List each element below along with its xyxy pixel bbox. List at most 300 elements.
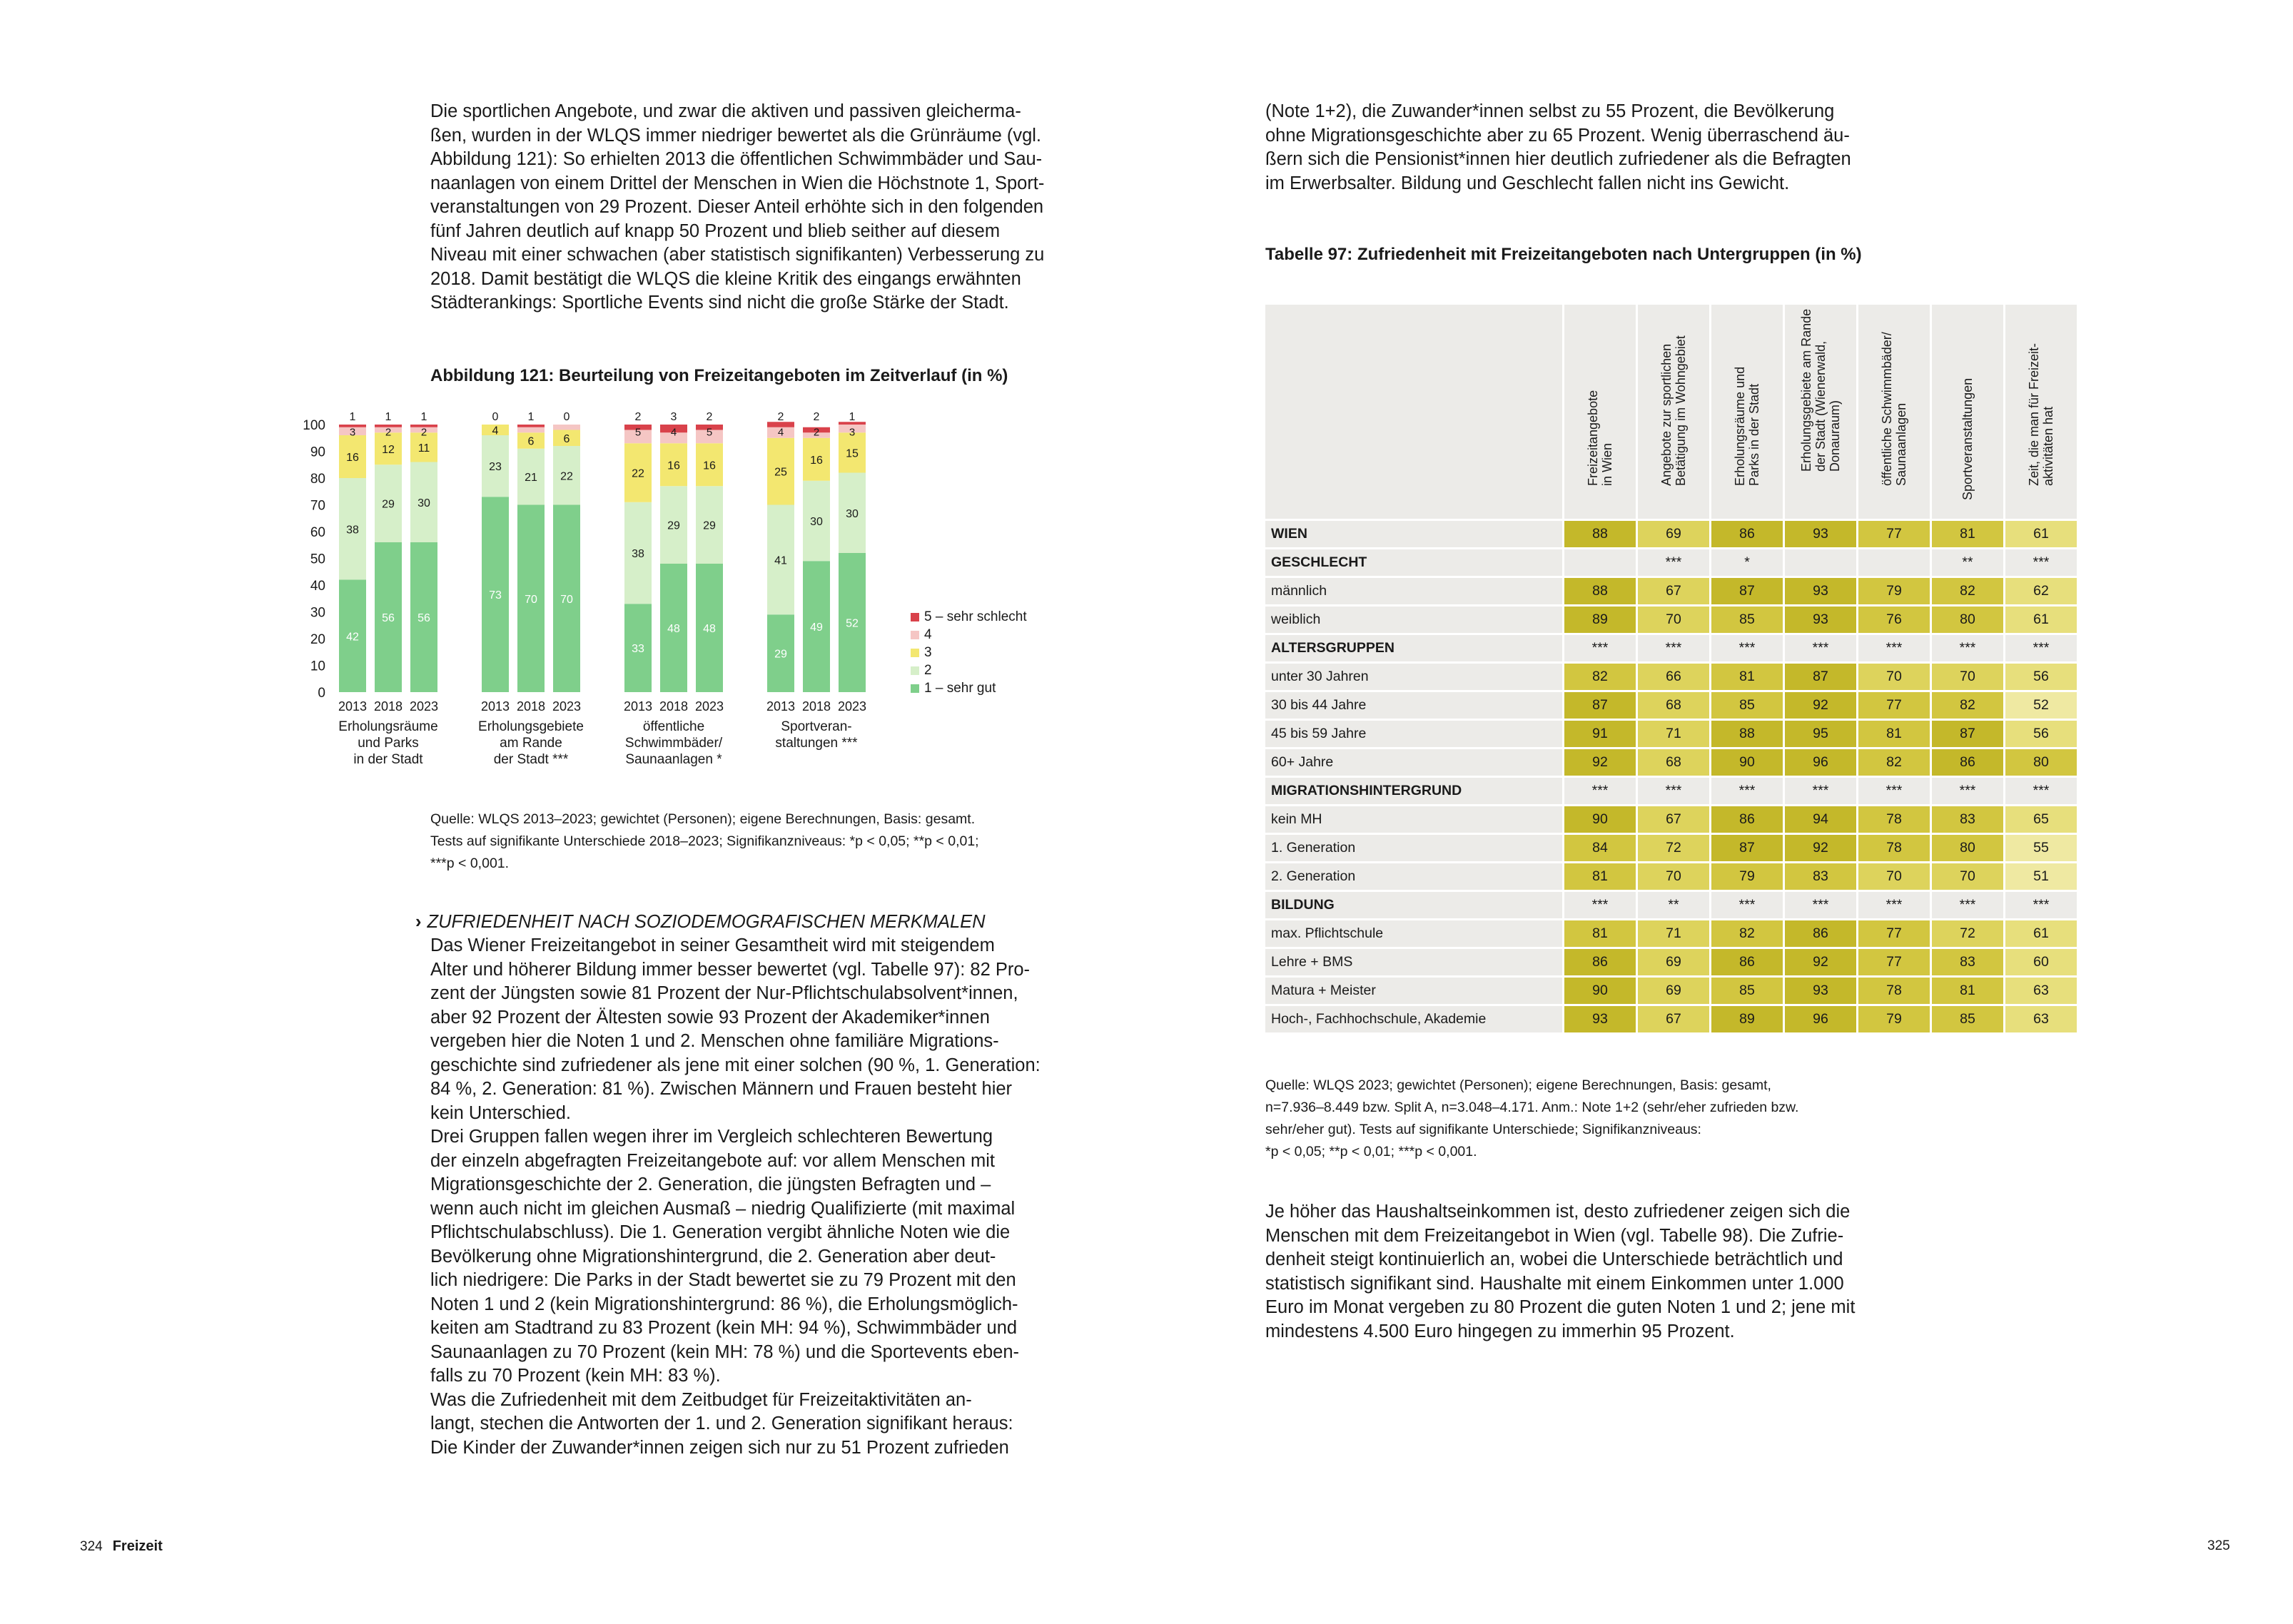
data-label: 5 (706, 426, 713, 439)
legend-swatch (911, 649, 919, 657)
group-label: WIEN (1265, 521, 1562, 547)
data-label: 1 (349, 411, 356, 423)
section-heading-text: ZUFRIEDENHEIT NACH SOZIODEMOGRAFISCHEN MERKMALEN (427, 912, 986, 932)
group-label-line: staltungen *** (775, 736, 858, 751)
table-cell: 68 (1638, 692, 1709, 719)
y-tick-label: 50 (310, 552, 325, 567)
table-row (1265, 578, 2077, 604)
table-cell: 82 (1564, 664, 1636, 690)
data-label: 30 (810, 516, 823, 528)
table-cell: 80 (2005, 749, 2077, 776)
table-cell: 61 (2005, 521, 2077, 547)
table-cell: 87 (1564, 692, 1636, 719)
row-label: 30 bis 44 Jahre (1265, 692, 1562, 719)
table-source: Quelle: WLQS 2023; gewichtet (Personen); eigene Berechnungen, Basis: gesamt, n=7.936–8.449 bzw. Split A, n=3.048–4.171. Anm.: Note 1+2 (sehr/eher zufrieden bzw. sehr/eher gut). Tests auf signifikante Unterschiede; Signifikanzniveaus: *p < 0,05; **p < 0,01; ***p < 0,001. (1265, 1077, 1799, 1159)
table-cell: 63 (2005, 978, 2077, 1004)
data-label: 16 (667, 460, 680, 472)
x-tick-label: 2013 (623, 699, 653, 714)
table-row (1265, 949, 2077, 975)
data-label: 2 (813, 426, 820, 439)
y-tick-label: 20 (310, 632, 325, 647)
column-header (1932, 305, 2003, 519)
table-cell: 81 (1564, 863, 1636, 890)
table-cell: *** (1785, 778, 1856, 804)
x-tick-label: 2013 (766, 699, 796, 714)
table-cell (1785, 549, 1856, 576)
figure-title: Abbildung 121: Beurteilung von Freizeitangeboten im Zeitverlauf (in %) (430, 366, 1008, 385)
data-label: 22 (632, 467, 644, 480)
data-label: 16 (810, 454, 823, 467)
table-row (1265, 607, 2077, 633)
y-tick-label: 90 (310, 445, 325, 460)
table-row (1265, 863, 2077, 890)
data-label: 4 (777, 426, 784, 439)
column-header (2005, 305, 2077, 519)
table-cell: 86 (1564, 949, 1636, 975)
table-cell: 56 (2005, 721, 2077, 747)
table-cell: 89 (1564, 607, 1636, 633)
bar-segment (517, 425, 545, 427)
table-cell: *** (1711, 778, 1783, 804)
data-label: 3 (670, 411, 677, 423)
data-label: 30 (417, 497, 430, 509)
page-number-left: 324 (80, 1539, 103, 1554)
data-label: 4 (492, 425, 499, 437)
x-tick-label: 2013 (338, 699, 368, 714)
running-head: Freizeit (112, 1538, 163, 1554)
table-cell: *** (1858, 635, 1930, 661)
row-label: Matura + Meister (1265, 978, 1562, 1004)
table-row (1265, 521, 2077, 547)
x-tick-label: 2023 (409, 699, 439, 714)
data-label: 0 (563, 411, 570, 423)
group-label: ALTERSGRUPPEN (1265, 635, 1562, 661)
table-cell: 70 (1858, 664, 1930, 690)
table-row (1265, 664, 2077, 690)
group-label: MIGRATIONSHINTERGRUND (1265, 778, 1562, 804)
table-cell: 85 (1711, 607, 1783, 633)
section-heading (415, 910, 1058, 935)
table-cell: 88 (1564, 578, 1636, 604)
data-label: 6 (527, 435, 535, 448)
table-cell: 85 (1932, 1006, 2003, 1032)
intro-text: Die sportlichen Angebote, und zwar die aktiven und passiven gleicherma- ßen, wurden in der WLQS immer niedriger bewertet als die Grünräume (vgl. Abbildung 121): So erhielten 2013 die öffentlichen Schwimmbäder und Sau- naanlagen von einem Drittel der Menschen in Wien die Höchstnote 1, Sport- veranstaltungen von 29 Prozent. Dieser Anteil erhöhte sich in den folgenden fünf Jahren deutlich auf knapp 50 Prozent und blieb seither auf diesem Niveau mit einer schwachen (aber statistisch signifikanten) Verbesserung zu 2018. Damit bestätigt die WLQS die kleine Kritik des eingangs erwähnten Städterankings: Sportliche Events sind nicht die große Stärke der Stadt. (430, 101, 1045, 313)
table-cell: 88 (1564, 521, 1636, 547)
x-tick-label: 2018 (659, 699, 689, 714)
table-cell: 95 (1785, 721, 1856, 747)
row-label: kein MH (1265, 806, 1562, 833)
data-label: 49 (810, 621, 823, 634)
data-label: 42 (346, 631, 359, 644)
table-cell: 77 (1858, 692, 1930, 719)
table-cell: *** (1785, 892, 1856, 918)
table-cell: 70 (1638, 607, 1709, 633)
group-label-line: Erholungsräume (338, 719, 438, 734)
column-header (1638, 305, 1709, 519)
table-cell: 77 (1858, 949, 1930, 975)
table-cell: 93 (1785, 607, 1856, 633)
table-cell: 86 (1932, 749, 2003, 776)
right-intro-text: (Note 1+2), die Zuwander*innen selbst zu 55 Prozent, die Bevölkerung ohne Migrationsgeschichte aber zu 65 Prozent. Wenig überraschend äu- ßern sich die Pensionist*innen hier deutlich zufriedener als die Befragten im Erwerbsalter. Bildung und Geschlecht fallen nicht ins Gewicht. (1265, 101, 1851, 193)
table-cell: 78 (1858, 835, 1930, 861)
table-cell: ** (1932, 549, 2003, 576)
table-cell: *** (1785, 635, 1856, 661)
legend-swatch (911, 631, 919, 639)
x-tick-label: 2018 (516, 699, 546, 714)
data-label: 15 (846, 447, 859, 460)
group-label-line: am Rande (500, 736, 562, 751)
table-cell: 96 (1785, 1006, 1856, 1032)
x-tick-label: 2018 (373, 699, 403, 714)
stacked-bar-chart (293, 407, 1078, 785)
row-label: max. Pflichtschule (1265, 920, 1562, 947)
data-label: 21 (525, 472, 537, 484)
figure-source: Quelle: WLQS 2013–2023; gewichtet (Personen); eigene Berechnungen, Basis: gesamt. Tests auf signifikante Unterschiede 2018–2023; Signifikanzniveaus: *p < 0,05; **p < 0,01; ***p < 0,001. (430, 811, 979, 871)
table-row (1265, 778, 2077, 804)
table-cell: 61 (2005, 920, 2077, 947)
table-cell: *** (1564, 635, 1636, 661)
closing-text: Je höher das Haushaltseinkommen ist, desto zufriedener zeigen sich die Menschen mit dem Freizeitangebot in Wien (vgl. Tabelle 98). Die Zufrie- denheit steigt kontinuierlich an, wobei die Unterschiede beträchtlich und statistisch signifikant sind. Haushalte mit einem Einkommen unter 1.000 Euro im Monat vergeben zu 80 Prozent die guten Noten 1 und 2; jene mit mindestens 4.500 Euro hingegen zu immerhin 95 Prozent. (1265, 1202, 1856, 1341)
y-tick-label: 70 (310, 498, 325, 514)
data-label: 6 (563, 432, 570, 445)
table-cell: 92 (1785, 835, 1856, 861)
column-header (1785, 305, 1856, 519)
table-cell: 86 (1785, 920, 1856, 947)
row-label: 60+ Jahre (1265, 749, 1562, 776)
table-cell: 63 (2005, 1006, 2077, 1032)
table-cell: *** (2005, 778, 2077, 804)
data-label: 2 (634, 411, 642, 423)
table-corner-cell (1265, 305, 1562, 519)
table-cell: *** (1564, 892, 1636, 918)
group-label-line: Erholungsgebiete (478, 719, 584, 734)
row-label: Lehre + BMS (1265, 949, 1562, 975)
table-row (1265, 1006, 2077, 1032)
table-row (1265, 635, 2077, 661)
table-cell: 69 (1638, 521, 1709, 547)
column-header-label: Erholungsräume und Parks in der Stadt (1733, 366, 1761, 486)
table-cell: 92 (1785, 692, 1856, 719)
table-cell: 61 (2005, 607, 2077, 633)
x-tick-label: 2023 (694, 699, 724, 714)
table-cell: 81 (1858, 721, 1930, 747)
group-label (775, 719, 858, 751)
table-cell (1564, 549, 1636, 576)
table-cell: *** (1711, 635, 1783, 661)
table-cell: * (1711, 549, 1783, 576)
table-cell: 52 (2005, 692, 2077, 719)
y-tick-label: 60 (310, 525, 325, 540)
table-cell: 65 (2005, 806, 2077, 833)
table-cell: 67 (1638, 806, 1709, 833)
table-cell: 85 (1711, 978, 1783, 1004)
table-cell: 80 (1932, 835, 2003, 861)
data-label: 2 (813, 411, 820, 423)
table-cell: *** (2005, 549, 2077, 576)
table-cell: 84 (1564, 835, 1636, 861)
data-label: 56 (417, 612, 430, 624)
table-cell: 76 (1858, 607, 1930, 633)
table-cell: 69 (1638, 978, 1709, 1004)
table-cell: 90 (1711, 749, 1783, 776)
table-cell: 87 (1711, 835, 1783, 861)
group-label-line: Schwimmbäder/ (624, 736, 723, 751)
table-cell: 90 (1564, 806, 1636, 833)
table-cell: 83 (1932, 806, 2003, 833)
row-label: 1. Generation (1265, 835, 1562, 861)
table-row (1265, 549, 2077, 576)
group-label-line: und Parks (358, 736, 419, 751)
y-tick-label: 30 (310, 605, 325, 621)
row-label: männlich (1265, 578, 1562, 604)
table-row (1265, 892, 2077, 918)
legend-label: 5 – sehr schlecht (924, 609, 1027, 624)
table-cell: 79 (1858, 1006, 1930, 1032)
table-cell: 83 (1785, 863, 1856, 890)
table-cell: 87 (1932, 721, 2003, 747)
data-label: 0 (492, 411, 499, 423)
table-cell: 72 (1932, 920, 2003, 947)
data-label: 29 (667, 519, 680, 532)
body-text: Das Wiener Freizeitangebot in seiner Gesamtheit wird mit steigendem Alter und höherer Bildung immer besser bewertet (vgl. Tabelle 97): 82 Pro- zent der Jüngsten sowie 81 Prozent der Nur-Pflichtschulabsolvent*innen, aber 92 Prozent der Ältesten sowie 93 Prozent der Akademiker*innen vergeben hier die Noten 1 und 2. Menschen ohne familiäre Migrations- geschichte sind zufriedener als jene mit einer solchen (90 %, 1. Generation: 84 %, 2. Generation: 81 %). Zwischen Männern und Frauen besteht hier kein Unterschied. Drei Gruppen fallen wegen ihrer im Vergleich schlechteren Bewertung der einzeln abgefragten Freizeitangebote auf: vor allem Menschen mit Migrationsgeschichte der 2. Generation, die jüngsten Befragten und – wenn auch nicht im gleichen Ausmaß – niedrig Qualifizierte (mit maximal Pflichtschulabschluss). Die 1. Generation vergibt ähnliche Noten wie die Bevölkerung ohne Migrationshintergrund, die 2. Generation aber deut- lich niedrigere: Die Parks in der Stadt bewertet sie zu 79 Prozent mit den Noten 1 und 2 (kein Migrationshintergrund: 86 %), die Erholungsmöglich- keiten am Stadtrand zu 83 Prozent (kein MH: 94 %), Schwimmbäder und Saunaanlagen zu 70 Prozent (kein MH: 78 %) und die Sportevents eben- falls zu 70 Prozent (kein MH: 83 %). Was die Zufriedenheit mit dem Zeitbudget für Freizeitaktivitäten an- langt, stechen die Antworten der 1. und 2. Generation signifikant heraus: Die Kinder der Zuwander*innen zeigen sich nur zu 51 Prozent zufrieden (430, 935, 1041, 1458)
group-label-line: öffentliche (642, 719, 705, 734)
table-cell: *** (1638, 549, 1709, 576)
data-label: 30 (846, 507, 859, 520)
data-label: 3 (349, 426, 356, 439)
x-tick-label: 2023 (552, 699, 582, 714)
table-cell: 51 (2005, 863, 2077, 890)
table-cell: 93 (1785, 521, 1856, 547)
data-label: 41 (774, 554, 787, 567)
table-cell: 86 (1711, 949, 1783, 975)
left-body-paragraph (430, 934, 1058, 1460)
table-cell: 93 (1785, 978, 1856, 1004)
table-cell: *** (1858, 892, 1930, 918)
data-label: 3 (849, 426, 856, 439)
row-label: Hoch-, Fachhochschule, Akademie (1265, 1006, 1562, 1032)
group-label-line: in der Stadt (353, 752, 423, 767)
column-header (1858, 305, 1930, 519)
table-cell: 68 (1638, 749, 1709, 776)
y-tick-label: 80 (310, 472, 325, 487)
data-label: 48 (703, 623, 716, 635)
table-cell: 71 (1638, 721, 1709, 747)
legend-swatch (911, 613, 919, 621)
group-label (625, 719, 723, 767)
group-label (338, 719, 437, 767)
data-label: 5 (634, 426, 642, 439)
table-cell: ** (1638, 892, 1709, 918)
table-cell: 72 (1638, 835, 1709, 861)
group-label: GESCHLECHT (1265, 549, 1562, 576)
table-cell: *** (1858, 778, 1930, 804)
table-cell: *** (1564, 778, 1636, 804)
data-label: 12 (382, 443, 395, 456)
table-cell: 67 (1638, 1006, 1709, 1032)
table-cell: 70 (1932, 863, 2003, 890)
table-cell: 55 (2005, 835, 2077, 861)
left-folio (80, 1538, 163, 1555)
table-cell: 71 (1638, 920, 1709, 947)
data-label: 23 (489, 461, 502, 474)
column-header-label: Erholungsgebiete am Rande der Stadt (Wienerwald, Donauraum) (1799, 308, 1842, 472)
data-label: 70 (560, 593, 573, 606)
table-cell: 69 (1638, 949, 1709, 975)
section-marker: › (415, 912, 422, 932)
table-row (1265, 978, 2077, 1004)
table-row (1265, 920, 2077, 947)
table-cell: 86 (1711, 521, 1783, 547)
legend-label: 1 – sehr gut (924, 681, 996, 696)
table-cell: 79 (1711, 863, 1783, 890)
table-cell: 93 (1564, 1006, 1636, 1032)
table-cell: 87 (1785, 664, 1856, 690)
x-tick-label: 2013 (480, 699, 510, 714)
table-cell: 82 (1932, 578, 2003, 604)
table-cell: 60 (2005, 949, 2077, 975)
data-label: 2 (420, 426, 427, 439)
right-intro-paragraph (1265, 100, 1893, 196)
y-tick-label: 10 (310, 659, 325, 674)
table-cell: *** (1638, 635, 1709, 661)
table-cell: 96 (1785, 749, 1856, 776)
data-label: 1 (420, 411, 427, 423)
table-cell: 85 (1711, 692, 1783, 719)
table-header-row (1265, 305, 2077, 519)
table-title: Tabelle 97: Zufriedenheit mit Freizeitangeboten nach Untergruppen (in %) (1265, 245, 1862, 264)
table-row (1265, 835, 2077, 861)
column-header-label: öffentliche Schwimmbäder/ Saunaanlagen (1880, 332, 1908, 486)
table-cell: 67 (1638, 578, 1709, 604)
data-label: 2 (777, 411, 784, 423)
legend-label: 3 (924, 645, 932, 660)
group-label (478, 719, 584, 767)
data-label: 29 (703, 519, 716, 532)
data-label: 1 (527, 411, 535, 423)
table-cell: 70 (1638, 863, 1709, 890)
table-cell: 81 (1932, 521, 2003, 547)
data-label: 2 (706, 411, 713, 423)
table-cell: 93 (1785, 578, 1856, 604)
data-label: 25 (774, 466, 787, 479)
table-cell: *** (1638, 778, 1709, 804)
data-label: 2 (385, 426, 392, 439)
table-cell: 62 (2005, 578, 2077, 604)
data-label: 11 (417, 442, 430, 455)
data-label: 29 (774, 648, 787, 661)
row-label: 2. Generation (1265, 863, 1562, 890)
table-cell: 77 (1858, 920, 1930, 947)
group-label-line: Sportveran- (781, 719, 852, 734)
table-cell: 77 (1858, 521, 1930, 547)
table-cell: 66 (1638, 664, 1709, 690)
data-label: 73 (489, 589, 502, 602)
table-row (1265, 692, 2077, 719)
table-cell: *** (2005, 635, 2077, 661)
data-label: 1 (849, 411, 856, 423)
y-tick-label: 0 (318, 686, 325, 701)
table-cell: *** (1711, 892, 1783, 918)
column-header-label: Sportveranstaltungen (1960, 377, 1975, 500)
row-label: unter 30 Jahren (1265, 664, 1562, 690)
data-label: 70 (525, 593, 537, 606)
data-label: 38 (346, 524, 359, 537)
data-label: 48 (667, 623, 680, 635)
table-cell: 56 (2005, 664, 2077, 690)
table-row (1265, 749, 2077, 776)
table-cell: 94 (1785, 806, 1856, 833)
right-closing-paragraph (1265, 1200, 1893, 1344)
legend-swatch (911, 666, 919, 675)
table-row (1265, 721, 2077, 747)
table-cell: 81 (1932, 978, 2003, 1004)
table-cell: 78 (1858, 978, 1930, 1004)
column-header-label: Angebote zur sportlichen Betätigung im Wohngebiet (1659, 335, 1688, 486)
bar-segment (517, 427, 545, 433)
data-label: 16 (346, 452, 359, 464)
column-header (1564, 305, 1636, 519)
table-cell: 90 (1564, 978, 1636, 1004)
table-cell: 79 (1858, 578, 1930, 604)
row-label: 45 bis 59 Jahre (1265, 721, 1562, 747)
table-cell: 82 (1711, 920, 1783, 947)
row-label: weiblich (1265, 607, 1562, 633)
group-label: BILDUNG (1265, 892, 1562, 918)
legend-label: 2 (924, 663, 932, 678)
legend-label: 4 (924, 627, 932, 642)
y-tick-label: 100 (303, 418, 325, 433)
page-number-right: 325 (2207, 1538, 2230, 1553)
table-cell: *** (1932, 635, 2003, 661)
y-tick-label: 40 (310, 579, 325, 594)
table-cell: 78 (1858, 806, 1930, 833)
data-label: 4 (670, 426, 677, 439)
data-label: 16 (703, 460, 716, 472)
table-cell: 82 (1932, 692, 2003, 719)
data-label: 1 (385, 411, 392, 423)
table-cell: 91 (1564, 721, 1636, 747)
table-cell: 81 (1711, 664, 1783, 690)
x-tick-label: 2018 (801, 699, 831, 714)
data-label: 33 (632, 643, 644, 656)
column-header-label: Freizeitangebote in Wien (1586, 390, 1614, 486)
table-cell: *** (1932, 892, 2003, 918)
data-label: 22 (560, 470, 573, 483)
table-cell: 70 (1932, 664, 2003, 690)
data-label: 56 (382, 612, 395, 624)
table-cell: 82 (1858, 749, 1930, 776)
x-tick-label: 2023 (837, 699, 867, 714)
data-label: 52 (846, 617, 859, 630)
table-cell: 80 (1932, 607, 2003, 633)
left-intro-paragraph (430, 100, 1058, 315)
table-cell (1858, 549, 1930, 576)
table-cell: *** (1932, 778, 2003, 804)
table-body (1265, 521, 2077, 1032)
table-cell: 70 (1858, 863, 1930, 890)
satisfaction-table (1263, 303, 2079, 1035)
group-label-line: Saunaanlagen * (625, 752, 722, 767)
bar-segment (553, 425, 580, 430)
table-cell: 88 (1711, 721, 1783, 747)
table-cell: *** (2005, 892, 2077, 918)
data-label: 29 (382, 498, 395, 511)
table-cell: 92 (1785, 949, 1856, 975)
table-cell: 89 (1711, 1006, 1783, 1032)
table-row (1265, 806, 2077, 833)
data-label: 38 (632, 548, 644, 560)
column-header (1711, 305, 1783, 519)
